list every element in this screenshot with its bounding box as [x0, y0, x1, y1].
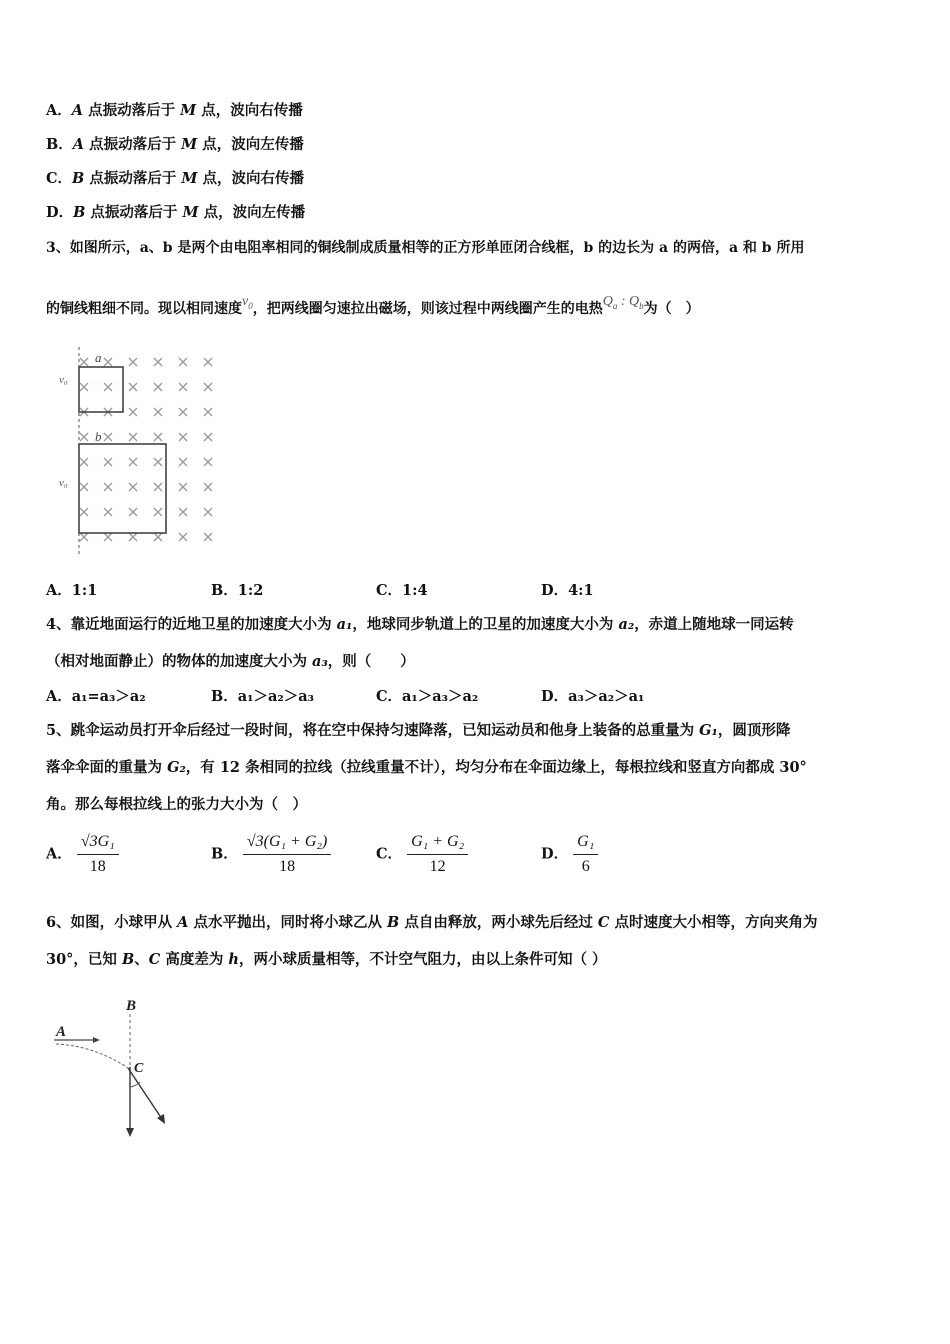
field-cross-mark [80, 508, 88, 516]
projectile-trajectory [56, 1044, 128, 1068]
field-cross-mark [204, 458, 212, 466]
field-cross-mark [179, 433, 187, 441]
ball-a-initial-arrowhead [93, 1037, 100, 1043]
field-cross-mark [104, 458, 112, 466]
field-cross-mark [154, 458, 162, 466]
coil-b [79, 444, 166, 533]
q5-option-b-fraction: $\frac{\text{√3(G₁ + G₂)}}{18}$ [243, 832, 331, 877]
field-cross-mark [104, 508, 112, 516]
q6-stem-line2: 30°，已知 B、C 高度差为 h，两小球质量相等，不计空气阻力，由以上条件可知（ ） [46, 951, 607, 968]
field-cross-mark [204, 483, 212, 491]
q4-option-a: A．a₁=a₃＞a₂ [46, 688, 146, 705]
field-cross-mark [129, 458, 137, 466]
q5-option-c-fraction: $\frac{\text{G₁ + G₂}}{12}$ [407, 832, 468, 877]
field-cross-mark [204, 408, 212, 416]
field-cross-mark [80, 433, 88, 441]
q5-option-a-fraction: $\frac{\text{√3G₁}}{18}$ [77, 832, 119, 877]
field-cross-mark [104, 433, 112, 441]
q4-option-d: D．a₃＞a₂＞a₁ [541, 688, 645, 705]
field-cross-mark [154, 508, 162, 516]
q5-option-d-fraction: $\frac{\text{G₁}}{6}$ [573, 832, 598, 877]
q4-stem-line1: 4、靠近地面运行的近地卫星的加速度大小为 a₁，地球同步轨道上的卫星的加速度大小为 a₂，赤道上随地球一同运转 [46, 616, 794, 633]
field-cross-mark [129, 508, 137, 516]
q2-option-a: A．A 点振动落后于 M 点，波向右传播 [46, 102, 303, 119]
field-cross-mark [80, 533, 88, 541]
q2-option-b: B．A 点振动落后于 M 点，波向左传播 [46, 136, 304, 153]
field-cross-mark [129, 433, 137, 441]
field-cross-mark [179, 408, 187, 416]
field-cross-mark [129, 533, 137, 541]
field-cross-mark [154, 408, 162, 416]
q5-option-d: D． $\frac{\text{G₁}}{6}$ [541, 832, 598, 877]
point-a-label: A [56, 1024, 67, 1040]
field-cross-mark [154, 383, 162, 391]
field-cross-mark [80, 383, 88, 391]
q2-option-d: D．B 点振动落后于 M 点，波向左传播 [46, 204, 306, 221]
point-c-label: C [134, 1061, 144, 1076]
coil-a-label: a [95, 350, 102, 365]
field-cross-mark [179, 383, 187, 391]
field-cross-mark [129, 408, 137, 416]
q3-option-d: D．4:1 [541, 582, 594, 599]
ball-b-arrowhead [126, 1128, 134, 1137]
q2-option-c: C．B 点振动落后于 M 点，波向右传播 [46, 170, 305, 187]
field-cross-marks [80, 358, 212, 541]
field-cross-mark [179, 508, 187, 516]
point-b-label: B [126, 998, 137, 1014]
q3-option-a: A．1:1 [46, 582, 98, 599]
field-cross-mark [129, 483, 137, 491]
field-cross-mark [204, 533, 212, 541]
q5-option-c: C． $\frac{\text{G₁ + G₂}}{12}$ [376, 832, 468, 877]
field-cross-mark [104, 533, 112, 541]
field-cross-mark [179, 458, 187, 466]
field-cross-mark [204, 433, 212, 441]
field-cross-mark [179, 533, 187, 541]
q3-option-b: B．1:2 [211, 582, 264, 599]
field-cross-mark [179, 483, 187, 491]
field-cross-mark [104, 358, 112, 366]
field-cross-mark [154, 533, 162, 541]
q4-option-b: B．a₁＞a₂＞a₃ [211, 688, 314, 705]
field-cross-mark [80, 458, 88, 466]
coil-b-label: b [95, 429, 102, 444]
field-cross-mark [179, 358, 187, 366]
velocity-a-label: v₀ [59, 374, 68, 386]
q5-option-b: B． $\frac{\text{√3(G₁ + G₂)}}{18}$ [211, 832, 331, 877]
field-cross-mark [104, 383, 112, 391]
q3-stem-line2: 的铜线粗细不同。现以相同速度$v_0$，把两线圈匀速拉出磁场，则该过程中两线圈产生的电热$Q_a$ : $Q_b$为（ ） [46, 294, 700, 317]
field-cross-mark [204, 383, 212, 391]
q5-option-a: A． $\frac{\text{√3G₁}}{18}$ [46, 832, 119, 877]
q6-stem-line1: 6、如图，小球甲从 A 点水平抛出，同时将小球乙从 B 点自由释放，两小球先后经过 C 点时速度大小相等，方向夹角为 [46, 914, 818, 931]
field-cross-mark [80, 483, 88, 491]
field-cross-mark [154, 358, 162, 366]
field-cross-mark [154, 433, 162, 441]
q4-option-c: C．a₁＞a₃＞a₂ [376, 688, 479, 705]
field-cross-mark [204, 508, 212, 516]
field-cross-mark [104, 483, 112, 491]
field-cross-mark [154, 483, 162, 491]
q5-stem-line2: 落伞伞面的重量为 G₂，有 12 条相同的拉线（拉线重量不计），均匀分布在伞面边缘上，每根拉线和竖直方向都成 30° [46, 759, 807, 776]
ball-a-arrowhead [157, 1114, 165, 1124]
q3-stem-line1: 3、如图所示，a、b 是两个由电阻率相同的铜线制成质量相等的正方形单匝闭合线框，b 的边长为 a 的两倍，a 和 b 所用 [46, 240, 805, 256]
q6-projectile-figure [50, 992, 180, 1142]
q5-stem-line3: 角。那么每根拉线上的张力大小为（ ） [46, 796, 307, 813]
field-cross-mark [129, 383, 137, 391]
field-cross-mark [80, 358, 88, 366]
q3-magnetic-field-figure [55, 345, 225, 560]
field-cross-mark [129, 358, 137, 366]
ball-a-velocity-vector [128, 1068, 164, 1122]
q3-option-c: C．1:4 [376, 582, 428, 599]
velocity-b-label: v₀ [59, 477, 68, 489]
field-cross-mark [204, 358, 212, 366]
q4-stem-line2: （相对地面静止）的物体的加速度大小为 a₃，则（ ） [46, 653, 415, 670]
q5-stem-line1: 5、跳伞运动员打开伞后经过一段时间，将在空中保持匀速降落，已知运动员和他身上装备的总重量为 G₁，圆顶形降 [46, 722, 791, 739]
